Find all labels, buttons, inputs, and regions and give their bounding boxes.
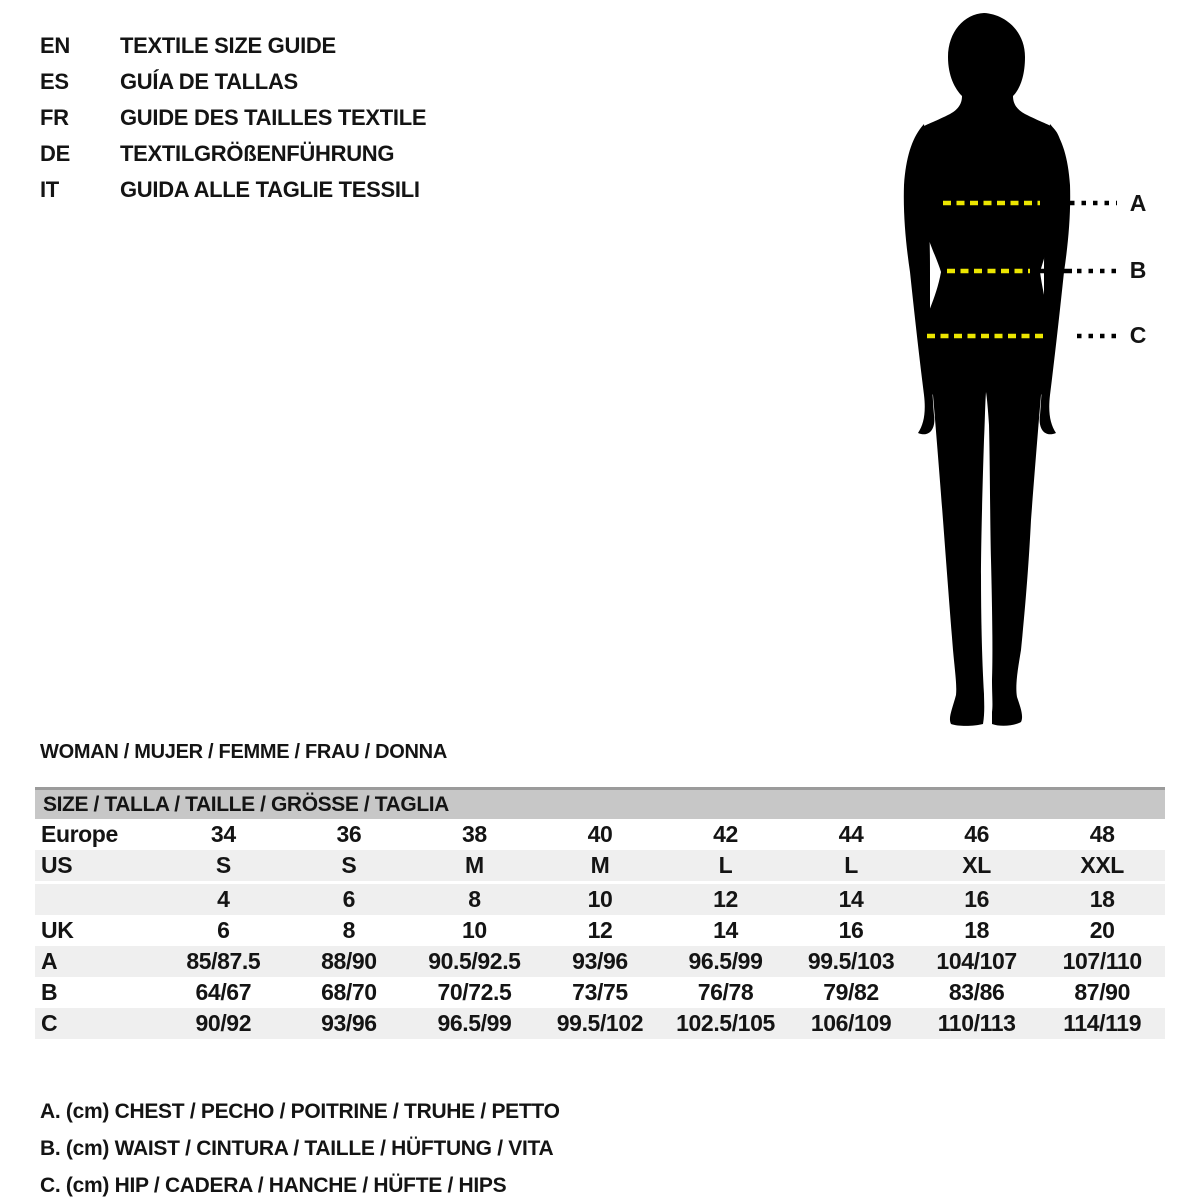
size-cell: 104/107	[914, 946, 1040, 977]
size-cell: 64/67	[195, 979, 252, 1005]
size-cell: 8	[412, 883, 538, 916]
size-cell: L	[788, 850, 914, 883]
size-cell: 83/86	[948, 979, 1005, 1005]
table-row-us-numeric	[35, 883, 1165, 916]
size-cell: 14	[788, 883, 914, 916]
language-code: EN	[40, 33, 70, 58]
size-cell: 12	[663, 883, 789, 916]
section-title-woman: WOMAN / MUJER / FEMME / FRAU / DONNA	[40, 741, 447, 763]
size-cell: 79/82	[823, 979, 879, 1005]
size-cell: 107/110	[1039, 946, 1165, 977]
table-row-uk	[35, 915, 1165, 946]
size-cell: 48	[1089, 821, 1115, 847]
row-label: A	[35, 946, 161, 977]
size-cell: 93/96	[537, 946, 663, 977]
size-cell: M	[412, 850, 538, 883]
size-cell: 46	[964, 821, 989, 847]
size-cell: 102.5/105	[663, 1008, 789, 1039]
language-list	[40, 28, 426, 208]
row-label	[35, 883, 161, 916]
size-cell: 76/78	[697, 979, 754, 1005]
measurement-figure	[880, 0, 1200, 740]
language-row-fr	[40, 100, 426, 136]
size-cell: 16	[838, 917, 864, 943]
size-cell: S	[161, 850, 287, 883]
size-cell: 18	[964, 917, 989, 943]
row-label: B	[41, 979, 58, 1005]
size-cell: S	[286, 850, 412, 883]
size-cell: 88/90	[286, 946, 412, 977]
size-cell: M	[537, 850, 663, 883]
size-cell: XL	[914, 850, 1040, 883]
size-cell: 6	[286, 883, 412, 916]
language-row-en	[40, 28, 426, 64]
size-table-header-row	[35, 789, 1165, 820]
footnote-chest: A. (cm) CHEST / PECHO / POITRINE / TRUHE / PETTO	[40, 1100, 560, 1123]
size-cell: 14	[713, 917, 738, 943]
size-cell: 99.5/102	[537, 1008, 663, 1039]
size-cell: 44	[838, 821, 864, 847]
footnote-waist: B. (cm) WAIST / CINTURA / TAILLE / HÜFTUNG / VITA	[40, 1137, 554, 1160]
measurement-footnotes	[40, 1093, 560, 1200]
size-cell: 73/75	[572, 979, 628, 1005]
size-cell: 90/92	[161, 1008, 287, 1039]
size-table	[35, 787, 1165, 1039]
size-cell: 10	[537, 883, 663, 916]
size-cell: XXL	[1039, 850, 1165, 883]
table-row-chest-a	[35, 946, 1165, 977]
size-cell: 42	[713, 821, 738, 847]
footnote-hip: C. (cm) HIP / CADERA / HANCHE / HÜFTE / HIPS	[40, 1174, 507, 1197]
size-cell: 85/87.5	[161, 946, 287, 977]
table-row-europe	[35, 819, 1165, 850]
marker-label-waist: B	[1129, 257, 1147, 283]
size-cell: 99.5/103	[788, 946, 914, 977]
size-cell: 4	[161, 883, 287, 916]
language-code: IT	[40, 177, 59, 202]
size-cell: 6	[217, 917, 230, 943]
size-cell: 90.5/92.5	[412, 946, 538, 977]
table-row-us	[35, 850, 1165, 883]
language-title: GUIDA ALLE TAGLIE TESSILI	[120, 177, 420, 202]
size-cell: 12	[587, 917, 613, 943]
size-cell: 38	[462, 821, 487, 847]
size-cell: 8	[342, 917, 356, 943]
woman-silhouette-graphic	[880, 0, 1200, 740]
language-code: DE	[40, 141, 70, 166]
size-cell: 18	[1039, 883, 1165, 916]
size-table-header: SIZE / TALLA / TAILLE / GRÖSSE / TAGLIA	[35, 789, 1165, 820]
language-title: TEXTILGRÖßENFÜHRUNG	[120, 141, 395, 166]
row-label: C	[35, 1008, 161, 1039]
table-row-waist-b	[35, 977, 1165, 1008]
marker-label-hip: C	[1129, 322, 1147, 348]
size-cell: 20	[1089, 917, 1115, 943]
size-cell: 36	[336, 821, 362, 847]
language-title: TEXTILE SIZE GUIDE	[120, 33, 336, 58]
row-label: Europe	[41, 821, 118, 847]
row-label: US	[35, 850, 161, 883]
language-title: GUIDE DES TAILLES TEXTILE	[120, 105, 427, 130]
size-cell: 70/72.5	[437, 979, 512, 1005]
size-cell: 10	[462, 917, 487, 943]
size-cell: 40	[587, 821, 613, 847]
language-code: FR	[40, 105, 69, 130]
row-label: UK	[41, 917, 74, 943]
size-cell: 93/96	[286, 1008, 412, 1039]
marker-label-chest: A	[1129, 190, 1147, 216]
language-code: ES	[40, 69, 69, 94]
size-cell: L	[663, 850, 789, 883]
size-cell: 16	[914, 883, 1040, 916]
size-cell: 110/113	[914, 1008, 1040, 1039]
size-cell: 114/119	[1039, 1008, 1165, 1039]
size-cell: 34	[210, 821, 236, 847]
language-title: GUÍA DE TALLAS	[120, 69, 298, 94]
size-cell: 106/109	[788, 1008, 914, 1039]
size-cell: 96.5/99	[412, 1008, 538, 1039]
size-cell: 87/90	[1074, 979, 1130, 1005]
language-row-de	[40, 136, 426, 172]
language-row-es	[40, 64, 426, 100]
size-cell: 68/70	[321, 979, 377, 1005]
language-row-it	[40, 172, 426, 208]
table-row-hip-c	[35, 1008, 1165, 1039]
size-cell: 96.5/99	[663, 946, 789, 977]
woman-silhouette-body	[913, 13, 1062, 726]
